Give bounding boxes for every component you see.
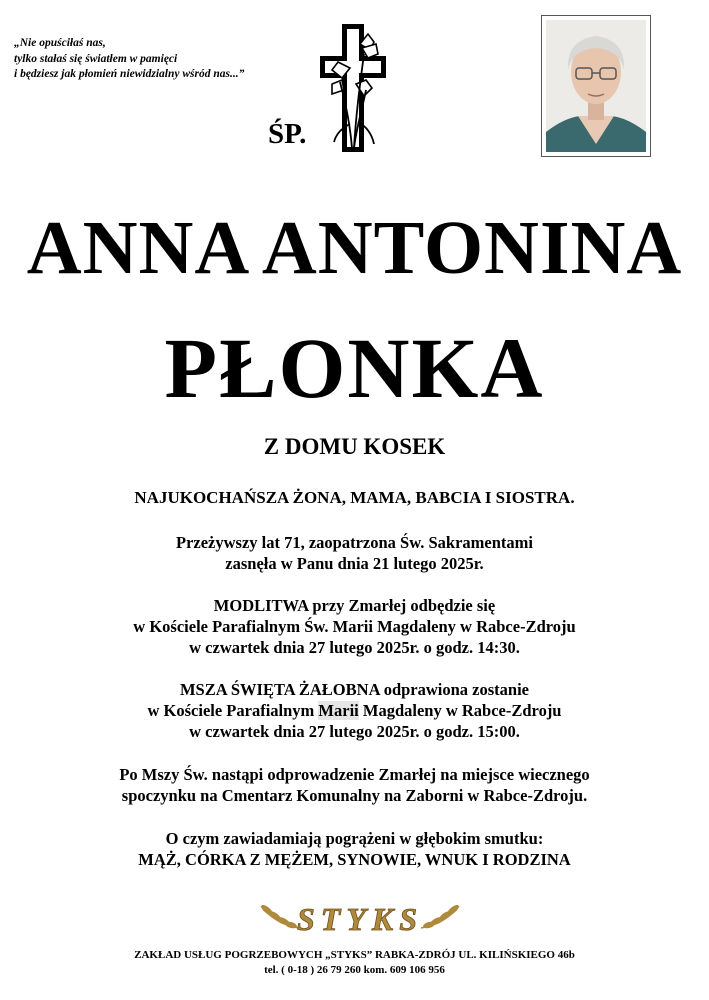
deceased-first-names: ANNA ANTONINA	[26, 206, 683, 290]
cross-with-lilies-icon	[320, 24, 386, 152]
right-laurel-icon	[421, 903, 460, 929]
portrait-photo	[541, 15, 651, 157]
burial-line-2: spoczynku na Cmentarz Komunalny na Zaborni w Rabce-Zdroju.	[121, 786, 588, 805]
prayer-line-3: w czwartek dnia 27 lutego 2025r. o godz. 14:30.	[189, 638, 520, 657]
deceased-surname: PŁONKA	[164, 320, 545, 416]
family-role: NAJUKOCHAŃSZA ŻONA, MAMA, BABCIA I SIOSTRA.	[134, 488, 575, 507]
burial-line-1: Po Mszy Św. nastąpi odprowadzenie Zmarłej na miejsce wiecznego	[119, 765, 590, 784]
mourners-info	[0, 828, 709, 870]
logo-text: STYKS	[296, 901, 424, 937]
footer-phone: tel. ( 0-18 ) 26 79 260 kom. 609 106 956	[264, 964, 445, 976]
quote-line-3: i będziesz jak płomień niewidzialny wśród nas...”	[14, 68, 245, 80]
mass-line-2	[0, 700, 709, 721]
mass-info	[0, 679, 709, 742]
maiden-name: Z DOMU KOSEK	[263, 434, 446, 459]
burial-info	[0, 764, 709, 806]
mass-line-2-post: Magdaleny w Rabce-Zdroju	[358, 701, 562, 720]
styks-logo	[255, 898, 465, 940]
prayer-line-1: MODLITWA przy Zmarłej odbędzie się	[213, 596, 496, 615]
prayer-line-2: w Kościele Parafialnym Św. Marii Magdaleny w Rabce-Zdroju	[133, 617, 576, 636]
left-laurel-icon	[260, 903, 299, 929]
mass-line-2-pre: w Kościele Parafialnym	[147, 701, 319, 720]
mourners-line-2: MĄŻ, CÓRKA Z MĘŻEM, SYNOWIE, WNUK I RODZINA	[138, 850, 571, 869]
mass-line-1: MSZA ŚWIĘTA ŻAŁOBNA odprawiona zostanie	[179, 680, 529, 699]
death-line-1: Przeżywszy lat 71, zaopatrzona Św. Sakramentami	[176, 533, 533, 552]
quote-line-2: tylko stałaś się światłem w pamięci	[14, 52, 178, 65]
footer-address: ZAKŁAD USŁUG POGRZEBOWYCH „STYKS” RABKA-ZDRÓJ UL. KILIŃSKIEGO 46b	[134, 949, 575, 961]
prefix-sp: ŚP.	[268, 118, 307, 150]
footer	[0, 948, 709, 978]
mass-line-2-highlight: Marii	[318, 701, 359, 720]
epitaph-quote	[14, 36, 314, 83]
mourners-line-1: O czym zawiadamiają pogrążeni w głębokim smutku:	[165, 829, 544, 848]
death-info	[0, 532, 709, 574]
prayer-info	[0, 595, 709, 658]
death-line-2: zasnęła w Panu dnia 21 lutego 2025r.	[225, 554, 484, 573]
mass-line-3: w czwartek dnia 27 lutego 2025r. o godz. 15:00.	[189, 722, 520, 741]
quote-line-1: „Nie opuściłaś nas,	[14, 37, 106, 49]
